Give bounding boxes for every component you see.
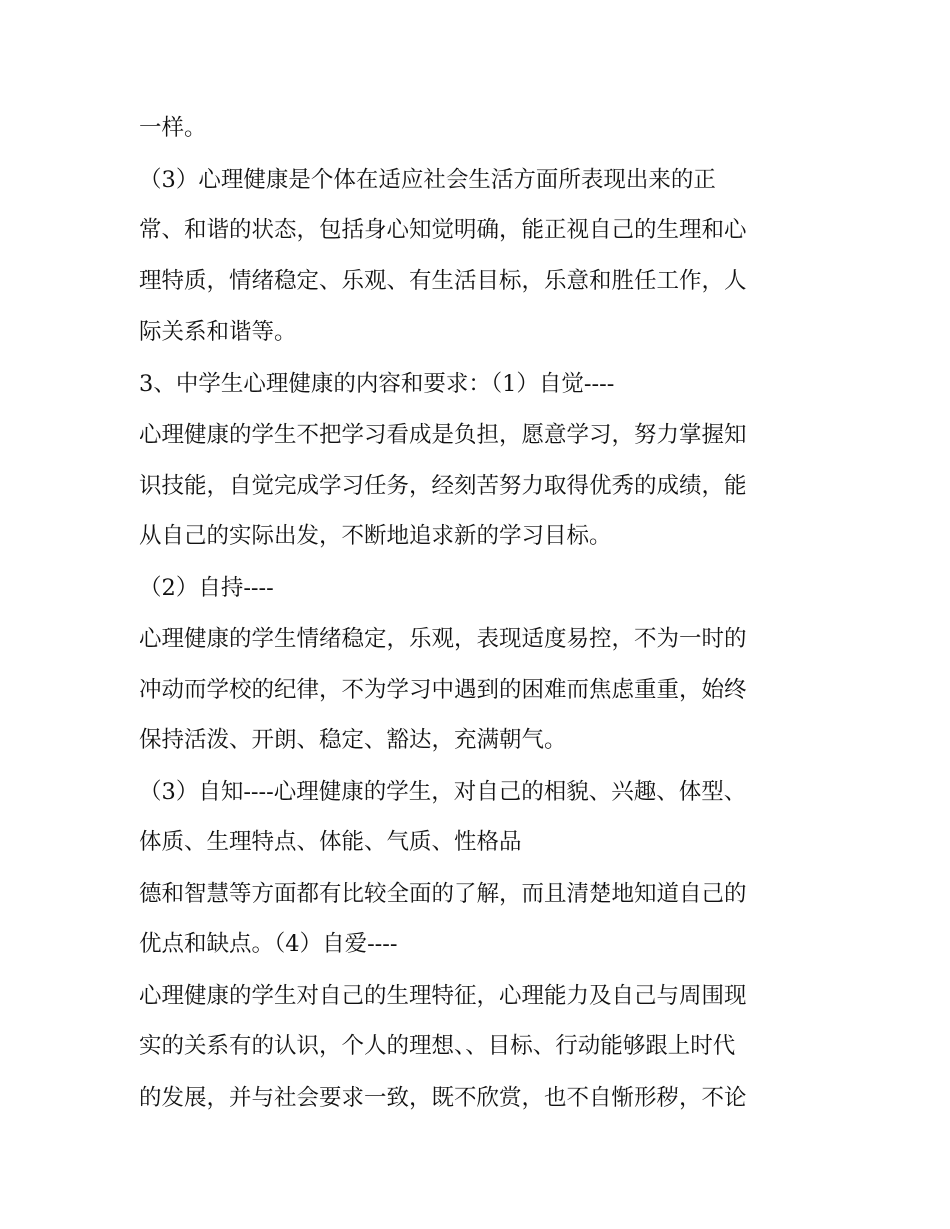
text-line-2: （3）心理健康是个体在适应社会生活方面所表现出来的正 [139, 167, 716, 193]
text-line-1: 一样。 [139, 115, 207, 141]
text-line-7: 心理健康的学生不把学习看成是负担，愿意学习，努力掌握知 [139, 422, 747, 448]
text-line-14: （3）自知----心理健康的学生，对自己的相貌、兴趣、体型、 [139, 779, 747, 805]
text-line-13: 保持活泼、开朗、稳定、豁达，充满朝气。 [139, 727, 567, 753]
text-line-19: 实的关系有的认识，个人的理想、、目标、行动能够跟上时代 [139, 1033, 736, 1059]
text-line-9: 从自己的实际出发，不断地追求新的学习目标。 [139, 523, 612, 549]
text-line-17: 优点和缺点。（4）自爱---- [139, 931, 398, 957]
text-line-8: 识技能，自觉完成学习任务，经刻苦努力取得优秀的成绩，能 [139, 473, 747, 499]
text-line-11: 心理健康的学生情绪稳定，乐观，表现适度易控，不为一时的 [139, 626, 747, 652]
text-line-15: 体质、生理特点、体能、气质、性格品 [139, 829, 522, 855]
text-line-20: 的发展，并与社会要求一致，既不欣赏，也不自惭形秽，不论 [139, 1085, 747, 1111]
text-line-12: 冲动而学校的纪律，不为学习中遇到的困难而焦虑重重，始终 [139, 677, 747, 703]
text-line-3: 常、和谐的状态，包括身心知觉明确，能正视自己的生理和心 [139, 217, 747, 243]
text-line-4: 理特质，情绪稳定、乐观、有生活目标，乐意和胜任工作，人 [139, 268, 747, 294]
text-line-5: 际关系和谐等。 [139, 319, 297, 345]
text-line-16: 德和智慧等方面都有比较全面的了解，而且清楚地知道自己的 [139, 881, 747, 907]
text-line-6: 3、中学生心理健康的内容和要求：（1）自觉---- [139, 371, 615, 397]
text-line-18: 心理健康的学生对自己的生理特征，心理能力及自己与周围现 [139, 983, 747, 1009]
text-line-10: （2）自持---- [139, 575, 274, 601]
